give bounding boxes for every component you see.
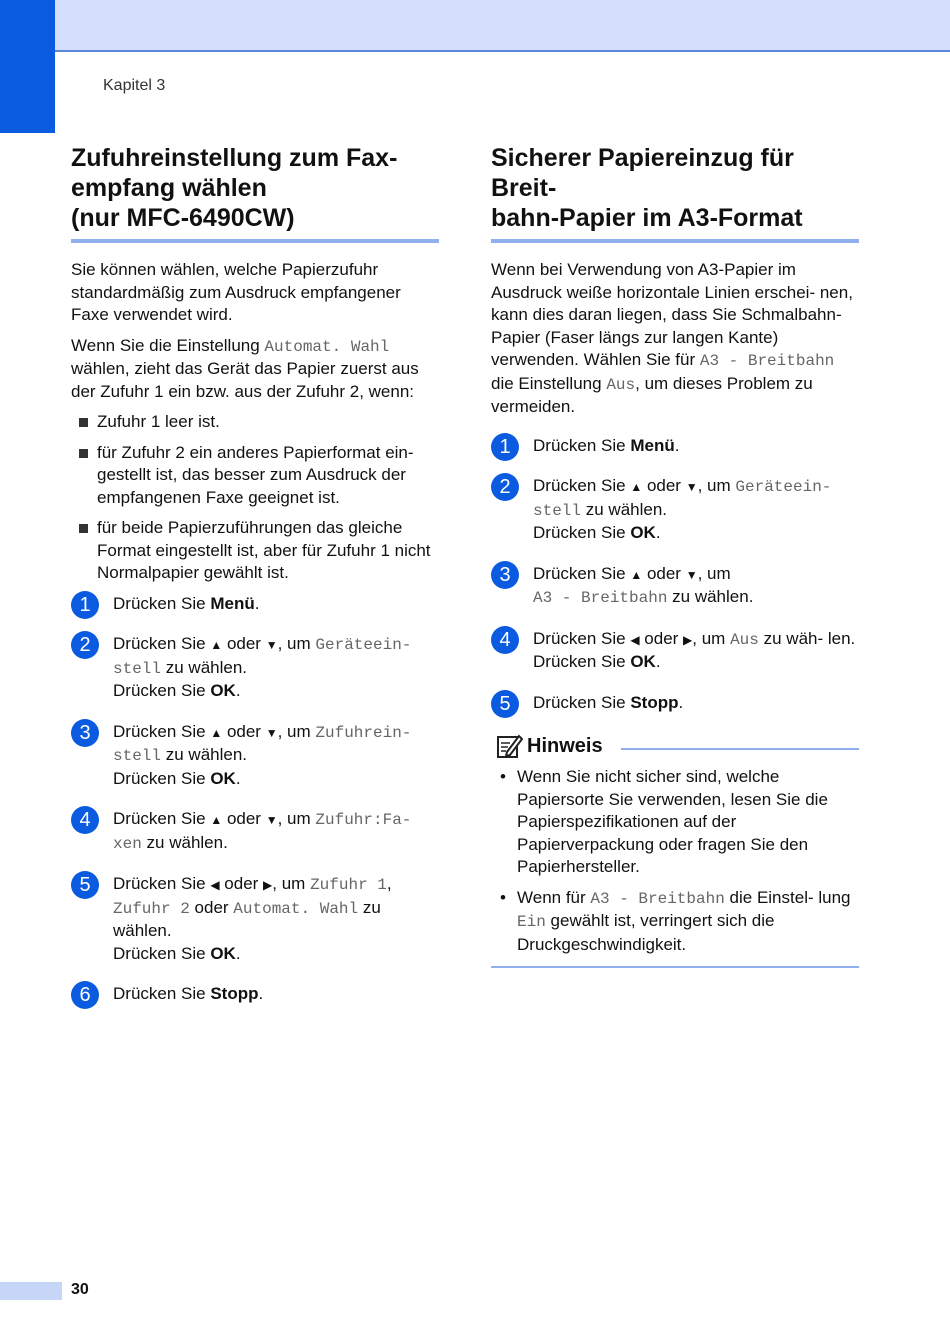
right-step-2: 2 Drücken Sie ▲ oder ▼, um Geräteein- stell zu wählen. Drücken Sie OK. (491, 475, 859, 545)
up-arrow-icon: ▲ (210, 638, 223, 652)
up-arrow-icon: ▲ (210, 813, 223, 827)
left-title: Zufuhreinstellung zum Fax- empfang wählen (nur MFC-6490CW) (71, 143, 439, 243)
page-number: 30 (71, 1281, 89, 1298)
up-arrow-icon: ▲ (210, 725, 223, 740)
note-pencil-icon (495, 732, 523, 760)
left-intro: Sie können wählen, welche Papierzufuhr standardmäßig zum Ausdruck empfangener Faxe verwendet wird. (71, 260, 401, 324)
right-intro: Wenn bei Verwendung von A3-Papier im Ausdruck weiße horizontale Linien erschei- nen, kann dies daran liegen, dass Sie Schmalbahn-Papier (Faser längs zur langen Kante) verwenden. Wählen Sie für A3 - Breitbahn die Einstellung Aus, um dieses Problem zu vermeiden. (491, 260, 853, 416)
left-bullet-list (71, 411, 439, 585)
note-box (491, 732, 859, 968)
step-number: 6 (71, 981, 99, 1009)
chapter-label: Kapitel 3 (103, 77, 166, 94)
top-band (0, 0, 950, 52)
step-number: 5 (71, 871, 99, 899)
step-number: 3 (491, 561, 519, 589)
chapter-tab (0, 0, 55, 133)
left-step-5: 5 Drücken Sie ◀ oder ▶, um Zufuhr 1, Zufuhr 2 oder Automat. Wahl zu wählen. Drücken Sie OK. (71, 873, 439, 965)
left-step-4: 4 Drücken Sie ▲ oder ▼, um Zufuhr:Fa- xen zu wählen. (71, 808, 439, 855)
left-step-1: 1 Drücken Sie Menü. (71, 593, 439, 616)
note-bottom-rule (491, 966, 859, 968)
note-list (491, 766, 859, 956)
step-number: 4 (71, 806, 99, 834)
left-step-6: 6 Drücken Sie Stopp. (71, 983, 439, 1006)
note-divider (621, 748, 859, 750)
step-number: 1 (491, 433, 519, 461)
page-number-bar (0, 1282, 62, 1300)
down-arrow-icon: ▼ (265, 813, 278, 827)
left-paragraph-2: Wenn Sie die Einstellung Automat. Wahl wählen, zieht das Gerät das Papier zuerst aus der Zufuhr 1 ein bzw. aus der Zufuhr 2, wenn: (71, 335, 419, 401)
step-number: 5 (491, 690, 519, 718)
right-step-3: 3 Drücken Sie ▲ oder ▼, um A3 - Breitbahn zu wählen. (491, 563, 859, 610)
left-step-2: 2 Drücken Sie ▲ oder ▼, um Geräteein- stell zu wählen. Drücken Sie OK. (71, 633, 439, 703)
left-step-3: 3 Drücken Sie ▲ oder ▼, um Zufuhrein- stell zu wählen. Drücken Sie OK. (71, 721, 439, 791)
right-column (491, 143, 859, 968)
up-arrow-icon: ▲ (630, 567, 643, 582)
list-item: • Wenn Sie nicht sicher sind, welche Papiersorte Sie verwenden, lesen Sie die Papierspezifikationen auf der Papierverpackung oder fragen Sie den Papierhersteller. (491, 766, 859, 879)
list-item: für beide Papierzuführungen das gleiche Format eingestellt ist, aber für Zufuhr 1 nicht Normalpapier gewählt ist. (71, 517, 439, 585)
right-step-1: 1 Drücken Sie Menü. (491, 435, 859, 458)
note-title: Hinweis (527, 734, 603, 757)
left-arrow-icon: ◀ (210, 878, 220, 892)
step-number: 2 (71, 631, 99, 659)
step-number: 3 (71, 719, 99, 747)
left-column (71, 143, 439, 1024)
list-item: für Zufuhr 2 ein anderes Papierformat ein- gestellt ist, das besser zum Ausdruck der empfangenen Faxe geeignet ist. (71, 442, 439, 510)
step-number: 4 (491, 626, 519, 654)
right-arrow-icon: ▶ (263, 878, 273, 892)
up-arrow-icon: ▲ (630, 480, 643, 494)
down-arrow-icon: ▼ (685, 480, 698, 494)
list-item: • Wenn für A3 - Breitbahn die Einstel- lung Ein gewählt ist, verringert sich die Druckgeschwindigkeit. (491, 887, 859, 957)
right-step-5: 5 Drücken Sie Stopp. (491, 692, 859, 715)
list-item: Zufuhr 1 leer ist. (71, 411, 439, 434)
left-arrow-icon: ◀ (630, 632, 640, 647)
step-number: 1 (71, 591, 99, 619)
down-arrow-icon: ▼ (265, 638, 278, 652)
right-title: Sicherer Papiereinzug für Breit- bahn-Papier im A3-Format (491, 143, 859, 243)
down-arrow-icon: ▼ (265, 725, 278, 740)
down-arrow-icon: ▼ (685, 567, 698, 582)
right-arrow-icon: ▶ (683, 632, 693, 647)
right-step-4: 4 Drücken Sie ◀ oder ▶, um Aus zu wäh- len. Drücken Sie OK. (491, 628, 859, 674)
step-number: 2 (491, 473, 519, 501)
